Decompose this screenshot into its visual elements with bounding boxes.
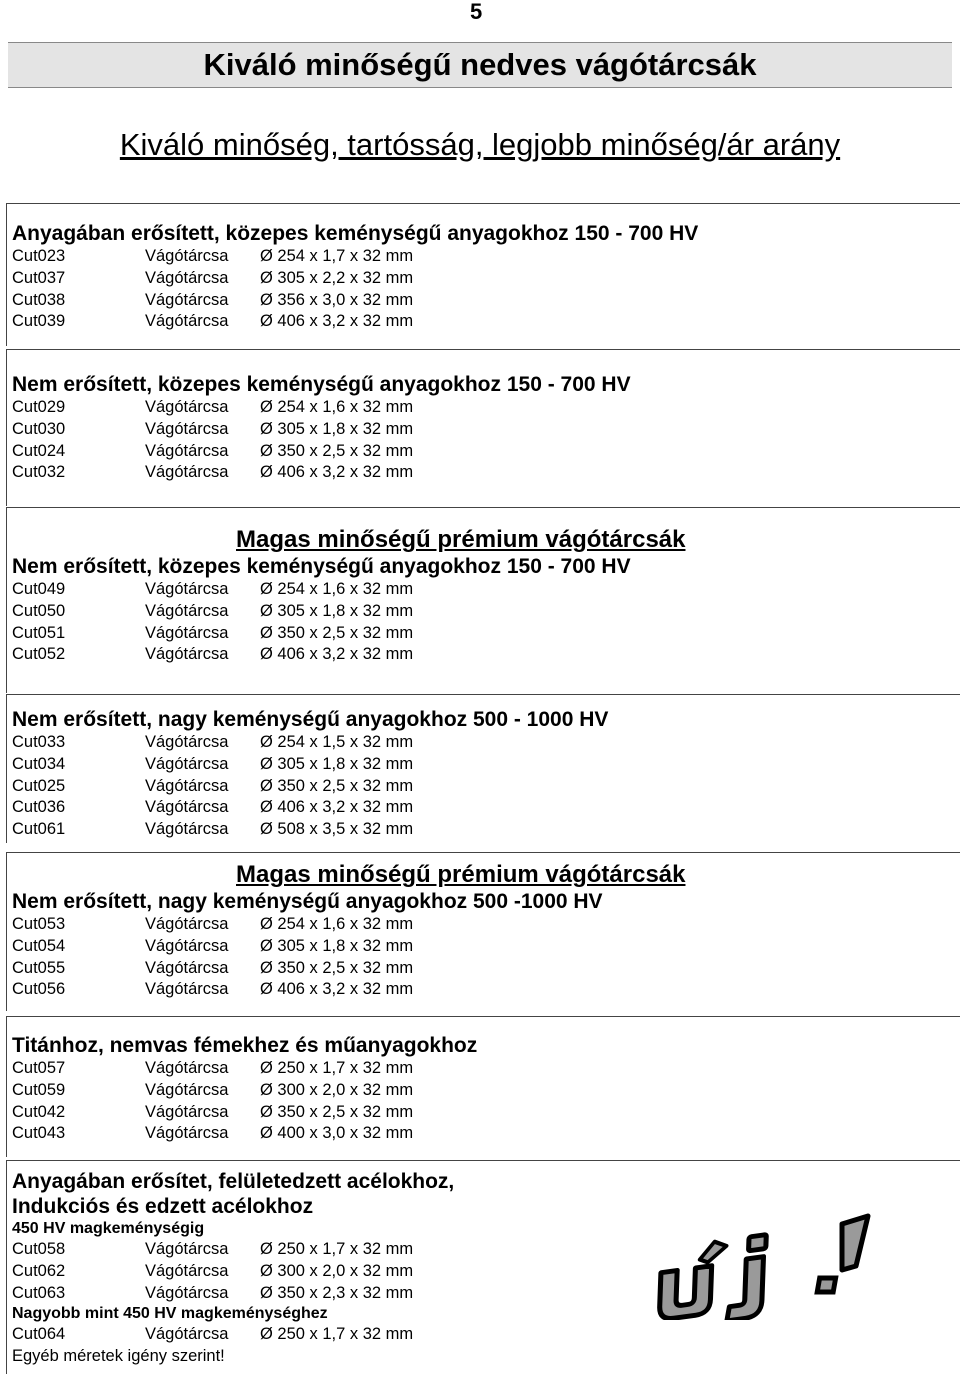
product-dimensions: Ø 406 x 3,2 x 32 mm	[260, 980, 414, 999]
table-row	[12, 819, 960, 841]
product-type: Vágótárcsa	[145, 820, 229, 839]
product-code: Cut053	[12, 915, 66, 933]
product-type: Vágótárcsa	[145, 980, 229, 999]
table-row	[12, 268, 960, 290]
product-type: Vágótárcsa	[145, 958, 229, 977]
product-type: Vágótárcsa	[145, 1240, 229, 1258]
product-code: Cut037	[12, 268, 66, 287]
table-row	[12, 1058, 960, 1080]
table-row	[12, 776, 960, 798]
product-type: Vágótárcsa	[145, 1059, 229, 1077]
product-code: Cut038	[12, 290, 66, 309]
section-heading: Anyagában erősített, közepes keménységű anyagokhoz 150 - 700 HV	[12, 222, 699, 245]
product-dimensions: Ø 305 x 1,8 x 32 mm	[260, 419, 414, 438]
product-type: Vágótárcsa	[145, 798, 229, 817]
product-type: Vágótárcsa	[145, 645, 229, 664]
product-dimensions: Ø 300 x 2,0 x 32 mm	[260, 1080, 414, 1099]
product-code: Cut025	[12, 776, 66, 795]
product-code: Cut032	[12, 463, 66, 482]
product-dimensions: Ø 406 x 3,2 x 32 mm	[260, 463, 414, 482]
table-row	[12, 958, 960, 980]
product-type: Vágótárcsa	[145, 312, 229, 331]
product-type: Vágótárcsa	[145, 776, 229, 795]
product-code: Cut061	[12, 820, 66, 839]
product-code: Cut030	[12, 419, 66, 438]
section-premium-hard	[6, 852, 960, 1011]
product-type: Vágótárcsa	[145, 1080, 229, 1099]
product-type: Vágótárcsa	[145, 1102, 229, 1121]
product-dimensions: Ø 350 x 2,5 x 32 mm	[260, 776, 414, 795]
other-sizes-note: Egyéb méretek igény szerint!	[12, 1347, 225, 1366]
table-row	[12, 623, 960, 645]
product-code: Cut036	[12, 798, 66, 817]
product-dimensions: Ø 254 x 1,6 x 32 mm	[260, 915, 414, 933]
product-dimensions: Ø 254 x 1,7 x 32 mm	[260, 247, 414, 265]
product-type: Vágótárcsa	[145, 915, 229, 933]
section-heading: Nem erősített, közepes keménységű anyagokhoz 150 - 700 HV	[12, 373, 631, 396]
table-row	[12, 797, 960, 819]
product-code: Cut058	[12, 1240, 66, 1258]
section-heading: Anyagában erősítet, felületedzett acélokhoz,	[12, 1170, 455, 1193]
section-nonreinforced-hard	[6, 694, 960, 843]
table-row	[12, 1080, 960, 1102]
section-heading: Nem erősített, nagy keménységű anyagokhoz 500 - 1000 HV	[12, 708, 609, 731]
product-dimensions: Ø 406 x 3,2 x 32 mm	[260, 798, 414, 817]
product-code: Cut059	[12, 1080, 66, 1099]
section-heading: Nem erősített, nagy keménységű anyagokhoz 500 -1000 HV	[12, 890, 603, 913]
product-code: Cut056	[12, 980, 66, 999]
product-type: Vágótárcsa	[145, 1124, 229, 1143]
product-type: Vágótárcsa	[145, 1283, 229, 1302]
page-number: 5	[470, 0, 483, 24]
new-badge-logo	[652, 1208, 874, 1320]
title-bar	[8, 42, 952, 88]
table-row	[12, 419, 960, 441]
table-row	[12, 601, 960, 623]
product-code: Cut064	[12, 1325, 66, 1344]
product-dimensions: Ø 254 x 1,6 x 32 mm	[260, 398, 414, 416]
product-code: Cut024	[12, 441, 66, 460]
product-type: Vágótárcsa	[145, 290, 229, 309]
table-row	[12, 579, 960, 601]
product-code: Cut043	[12, 1124, 66, 1143]
product-code: Cut033	[12, 733, 66, 751]
product-dimensions: Ø 356 x 3,0 x 32 mm	[260, 290, 414, 309]
product-type: Vágótárcsa	[145, 463, 229, 482]
table-row	[12, 754, 960, 776]
product-dimensions: Ø 305 x 1,8 x 32 mm	[260, 936, 414, 955]
product-dimensions: Ø 350 x 2,5 x 32 mm	[260, 958, 414, 977]
product-dimensions: Ø 305 x 1,8 x 32 mm	[260, 754, 414, 773]
product-dimensions: Ø 250 x 1,7 x 32 mm	[260, 1059, 414, 1077]
section-heading-line2: Indukciós és edzett acélokhoz	[12, 1195, 314, 1218]
table-row	[12, 1324, 960, 1346]
product-dimensions: Ø 508 x 3,5 x 32 mm	[260, 820, 414, 839]
product-dimensions: Ø 300 x 2,0 x 32 mm	[260, 1261, 414, 1280]
product-type: Vágótárcsa	[145, 754, 229, 773]
product-dimensions: Ø 350 x 2,3 x 32 mm	[260, 1283, 414, 1302]
product-dimensions: Ø 406 x 3,2 x 32 mm	[260, 312, 414, 331]
hardness-subheading: 450 HV magkeménységig	[12, 1220, 205, 1237]
product-dimensions: Ø 350 x 2,5 x 32 mm	[260, 623, 414, 642]
product-code: Cut062	[12, 1261, 66, 1280]
section-heading: Titánhoz, nemvas fémekhez és műanyagokhoz	[12, 1034, 478, 1057]
product-type: Vágótárcsa	[145, 601, 229, 620]
product-type: Vágótárcsa	[145, 441, 229, 460]
product-code: Cut029	[12, 398, 66, 416]
hardness-subheading: Nagyobb mint 450 HV magkeménységhez	[12, 1305, 328, 1323]
table-row	[12, 1123, 960, 1145]
section-titanium	[6, 1016, 960, 1157]
product-type: Vágótárcsa	[145, 398, 229, 416]
table-row	[12, 290, 960, 312]
product-dimensions: Ø 254 x 1,5 x 32 mm	[260, 733, 414, 751]
product-code: Cut052	[12, 645, 66, 664]
table-row	[12, 732, 960, 754]
product-code: Cut042	[12, 1102, 66, 1121]
product-dimensions: Ø 400 x 3,0 x 32 mm	[260, 1124, 414, 1143]
product-code: Cut054	[12, 936, 66, 955]
page-title: Kiváló minőségű nedves vágótárcsák	[203, 47, 757, 82]
section-heading: Nem erősített, közepes keménységű anyagokhoz 150 - 700 HV	[12, 555, 631, 578]
product-type: Vágótárcsa	[145, 419, 229, 438]
product-dimensions: Ø 305 x 1,8 x 32 mm	[260, 601, 414, 620]
table-row	[12, 397, 960, 419]
section-premium-medium	[6, 507, 960, 693]
product-type: Vágótárcsa	[145, 247, 229, 265]
product-dimensions: Ø 254 x 1,6 x 32 mm	[260, 580, 414, 598]
product-code: Cut039	[12, 312, 66, 331]
product-type: Vágótárcsa	[145, 936, 229, 955]
table-row	[12, 1102, 960, 1124]
table-row	[12, 979, 960, 1001]
table-row	[12, 311, 960, 333]
product-type: Vágótárcsa	[145, 580, 229, 598]
product-dimensions: Ø 350 x 2,5 x 32 mm	[260, 441, 414, 460]
premium-heading: Magas minőségű prémium vágótárcsák	[236, 861, 686, 888]
product-dimensions: Ø 350 x 2,5 x 32 mm	[260, 1102, 414, 1121]
product-type: Vágótárcsa	[145, 268, 229, 287]
product-code: Cut063	[12, 1283, 66, 1302]
section-nonreinforced-medium	[6, 349, 960, 506]
product-code: Cut051	[12, 623, 66, 642]
product-dimensions: Ø 305 x 2,2 x 32 mm	[260, 268, 414, 287]
section-reinforced-medium	[6, 203, 960, 346]
product-type: Vágótárcsa	[145, 1325, 229, 1344]
product-code: Cut049	[12, 580, 66, 598]
page-subtitle: Kiváló minőség, tartósság, legjobb minőség/ár arány	[119, 127, 841, 162]
product-code: Cut055	[12, 958, 66, 977]
product-code: Cut034	[12, 754, 66, 773]
product-code: Cut023	[12, 247, 66, 265]
product-type: Vágótárcsa	[145, 623, 229, 642]
product-type: Vágótárcsa	[145, 1261, 229, 1280]
table-row	[12, 644, 960, 666]
product-dimensions: Ø 406 x 3,2 x 32 mm	[260, 645, 414, 664]
product-type: Vágótárcsa	[145, 733, 229, 751]
table-row	[12, 936, 960, 958]
product-dimensions: Ø 250 x 1,7 x 32 mm	[260, 1240, 414, 1258]
product-code: Cut057	[12, 1059, 66, 1077]
table-row	[12, 441, 960, 463]
table-row	[12, 914, 960, 936]
premium-heading: Magas minőségű prémium vágótárcsák	[236, 526, 686, 553]
table-row	[12, 246, 960, 268]
product-code: Cut050	[12, 601, 66, 620]
table-row	[12, 462, 960, 484]
product-dimensions: Ø 250 x 1,7 x 32 mm	[260, 1325, 414, 1344]
